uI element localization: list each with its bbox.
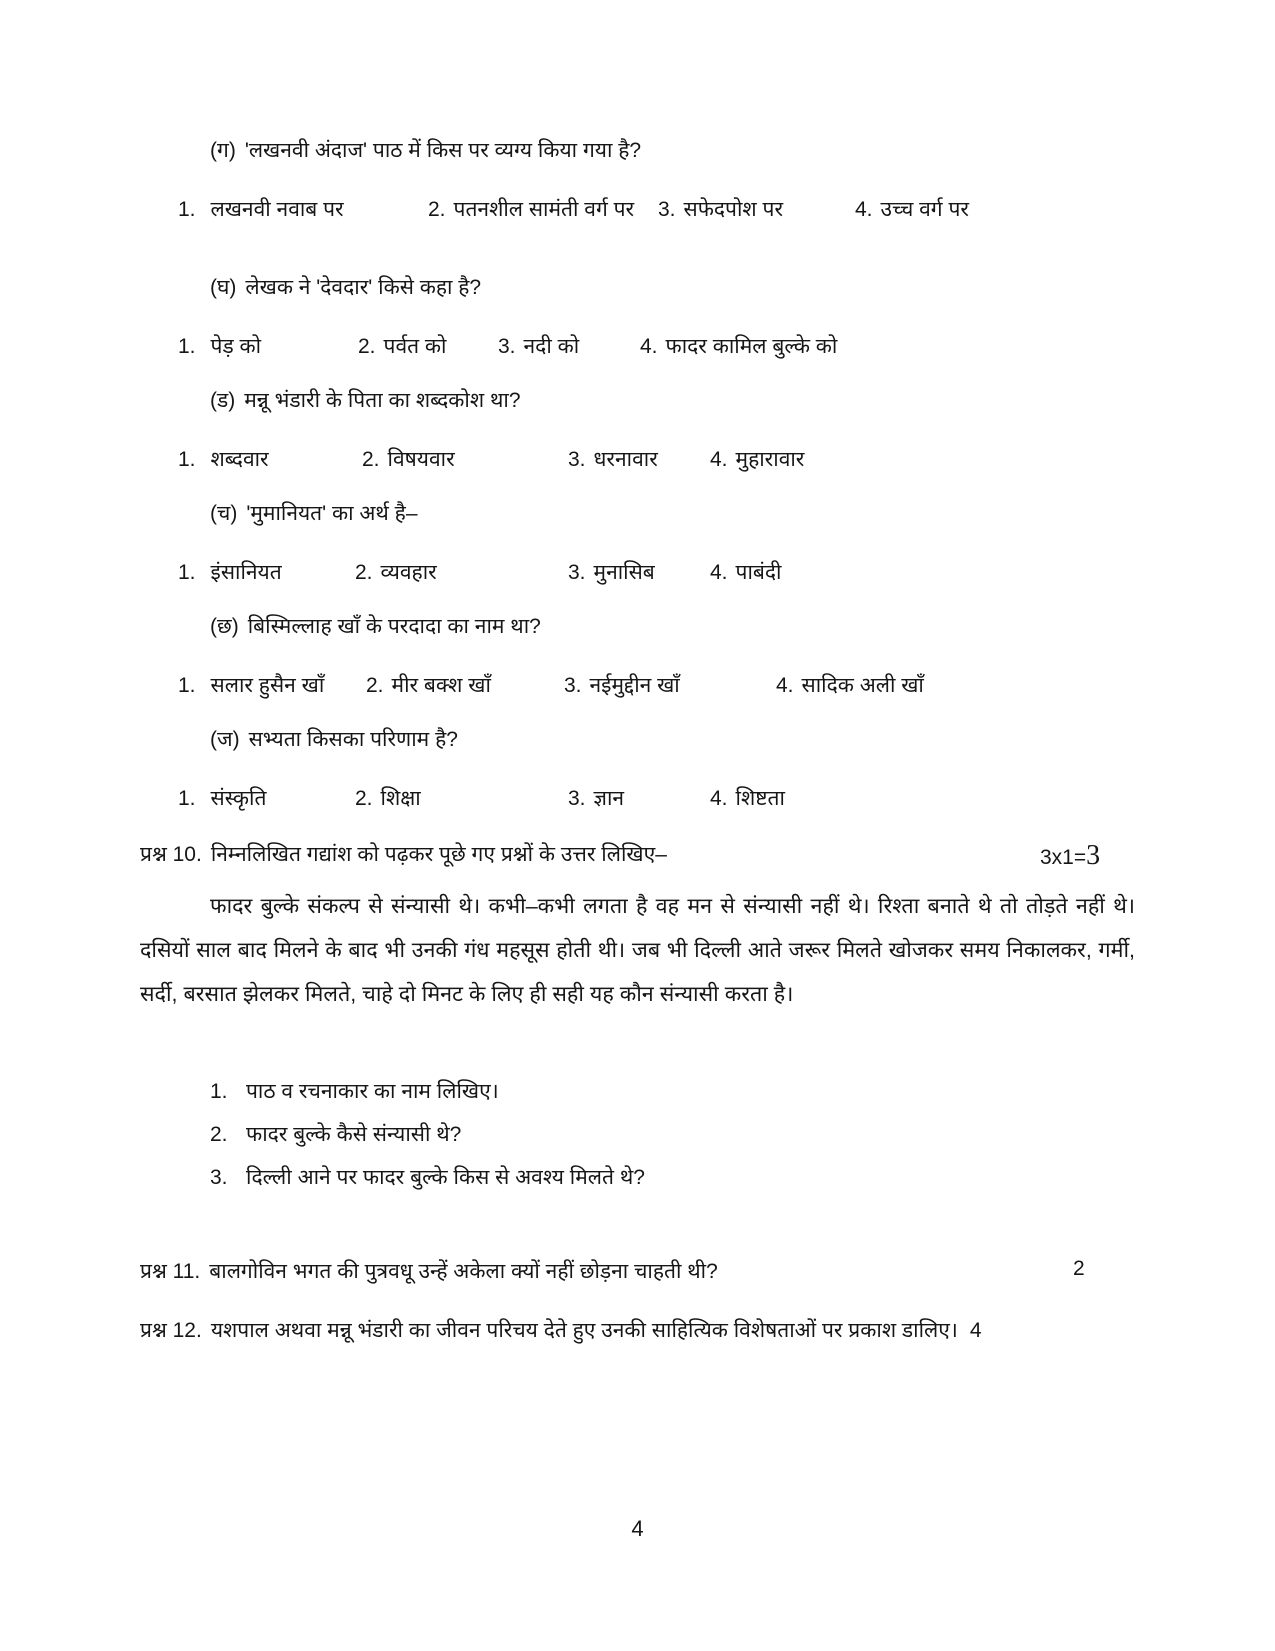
passage-text: फादर बुल्के संकल्प से संन्यासी थे। कभी–कभी लगता है वह मन से संन्यासी नहीं थे। रिश्ता बनाते थे तो तोड़ते नहीं थे। दसियों साल बाद मिलने के बाद भी उनकी गंध महसूस होती थी। जब भी दिल्ली आते जरूर मिलते खोजकर समय निकालकर, गर्मी, सर्दी, बरसात झेलकर मिलते, चाहे दो मिनट के लिए ही सही यह कौन संन्यासी करता है। <box>140 894 1135 1006</box>
option-number: 3. <box>568 561 586 584</box>
option-number: 1. <box>178 561 196 584</box>
option-number: 3. <box>568 448 586 471</box>
option-text: मीर बक्श खाँ <box>391 674 491 697</box>
question-text: बिस्मिल्लाह खाँ के परदादा का नाम था? <box>247 615 541 638</box>
option-4 <box>640 332 837 360</box>
option-text: सफेदपोश पर <box>683 198 784 221</box>
option-text: पर्वत को <box>383 335 447 358</box>
mcq-question-chha <box>140 612 1135 699</box>
question-label: (घ) <box>210 276 237 299</box>
question-label: (ग) <box>210 139 236 162</box>
option-3 <box>658 195 855 223</box>
sub-question-text: दिल्ली आने पर फादर बुल्के किस से अवश्य मिलते थे? <box>246 1166 645 1189</box>
question-text: यशपाल अथवा मन्नू भंडारी का जीवन परिचय देते हुए उनकी साहित्यिक विशेषताओं पर प्रकाश डालिए। <box>210 1319 958 1342</box>
option-number: 4. <box>710 561 728 584</box>
question-line <box>210 273 1135 301</box>
mcq-question-da <box>140 386 1135 473</box>
mcq-question-ga <box>140 136 1135 223</box>
option-text: नदी को <box>523 335 580 358</box>
mcq-question-cha <box>140 499 1135 586</box>
option-text: सादिक अली खाँ <box>801 674 924 697</box>
option-2 <box>366 671 564 699</box>
question-number: प्रश्न 12. <box>140 1319 202 1342</box>
sub-question-number: 2. <box>210 1123 228 1146</box>
sub-question-list <box>210 1070 1135 1199</box>
question-text: मन्नू भंडारी के पिता का शब्दकोश था? <box>244 389 521 412</box>
option-2 <box>355 558 568 586</box>
marks-total: 3 <box>1086 840 1101 871</box>
question-text: लेखक ने 'देवदार' किसे कहा है? <box>245 276 482 299</box>
options-row <box>178 332 1135 360</box>
question-line <box>210 725 1135 753</box>
sub-question-3 <box>210 1156 1135 1199</box>
option-number: 2. <box>355 787 373 810</box>
sub-question-text: फादर बुल्के कैसे संन्यासी थे? <box>246 1123 462 1146</box>
question-label: (ज) <box>210 728 240 751</box>
option-text: मुनासिब <box>593 561 655 584</box>
question-text: निम्नलिखित गद्यांश को पढ़कर पूछे गए प्रश्नों के उत्तर लिखिए– <box>210 843 667 866</box>
question-11 <box>140 1257 1135 1285</box>
page-number: 4 <box>631 1516 644 1541</box>
sub-question-number: 3. <box>210 1166 228 1189</box>
option-number: 4. <box>640 335 658 358</box>
option-text: उच्च वर्ग पर <box>880 198 969 221</box>
sub-question-2 <box>210 1113 1135 1156</box>
option-3 <box>564 671 776 699</box>
option-text: पतनशील सामंती वर्ग पर <box>453 198 635 221</box>
sub-question-number: 1. <box>210 1080 228 1103</box>
question-text: सभ्यता किसका परिणाम है? <box>248 728 458 751</box>
option-number: 1. <box>178 198 196 221</box>
question-line <box>210 612 1135 640</box>
option-number: 4. <box>710 448 728 471</box>
option-4 <box>710 784 785 812</box>
question-label: (च) <box>210 502 238 525</box>
option-text: नईमुद्दीन खाँ <box>589 674 680 697</box>
mcq-question-ja <box>140 725 1135 812</box>
option-1 <box>178 671 366 699</box>
option-text: सलार हुसैन खाँ <box>210 674 325 697</box>
option-text: शब्दवार <box>210 448 269 471</box>
question-text: बालगोविन भगत की पुत्रवधू उन्हें अकेला क्यों नहीं छोड़ना चाहती थी? <box>209 1260 718 1283</box>
option-number: 3. <box>564 674 582 697</box>
option-1 <box>178 558 355 586</box>
question-line <box>210 136 1135 164</box>
option-text: विषयवार <box>387 448 455 471</box>
sub-question-text: पाठ व रचनाकार का नाम लिखिए। <box>246 1080 499 1103</box>
marks-badge: 2 <box>1073 1257 1085 1280</box>
mcq-question-gha <box>140 273 1135 360</box>
option-text: शिक्षा <box>380 787 421 810</box>
marks-badge <box>1040 842 1100 870</box>
option-3 <box>568 784 710 812</box>
option-4 <box>710 558 781 586</box>
question-line <box>210 499 1135 527</box>
option-text: पाबंदी <box>735 561 782 584</box>
question-10-heading <box>140 840 1135 871</box>
option-number: 4. <box>776 674 794 697</box>
question-12 <box>140 1316 1135 1344</box>
option-number: 2. <box>428 198 446 221</box>
option-text: पेड़ को <box>210 335 262 358</box>
option-number: 2. <box>355 561 373 584</box>
option-2 <box>428 195 658 223</box>
option-text: इंसानियत <box>210 561 282 584</box>
option-4 <box>855 195 969 223</box>
option-number: 1. <box>178 674 196 697</box>
question-text: 'मुमानियत' का अर्थ है– <box>246 502 418 525</box>
question-number: प्रश्न 10. <box>140 843 202 866</box>
option-text: ज्ञान <box>593 787 625 810</box>
option-text: शिष्टता <box>735 787 785 810</box>
question-number: प्रश्न 11. <box>140 1260 201 1283</box>
option-1 <box>178 332 358 360</box>
option-2 <box>355 784 568 812</box>
option-2 <box>362 445 568 473</box>
question-label: (ड) <box>210 389 236 412</box>
options-row <box>178 195 1135 223</box>
options-row <box>178 671 1135 699</box>
option-number: 1. <box>178 448 196 471</box>
marks-expression: 3x1= <box>1040 846 1087 869</box>
option-1 <box>178 784 355 812</box>
option-text: संस्कृति <box>210 787 267 810</box>
options-row <box>178 784 1135 812</box>
option-text: फादर कामिल बुल्के को <box>665 335 838 358</box>
option-number: 1. <box>178 787 196 810</box>
option-text: व्यवहार <box>380 561 437 584</box>
option-number: 3. <box>658 198 676 221</box>
option-4 <box>776 671 924 699</box>
option-1 <box>178 445 362 473</box>
option-3 <box>568 558 710 586</box>
question-text: 'लखनवी अंदाज' पाठ में किस पर व्यग्य किया गया है? <box>244 139 642 162</box>
sub-question-1 <box>210 1070 1135 1113</box>
option-3 <box>498 332 640 360</box>
option-2 <box>358 332 498 360</box>
option-number: 2. <box>358 335 376 358</box>
option-4 <box>710 445 804 473</box>
options-row <box>178 445 1135 473</box>
option-text: लखनवी नवाब पर <box>210 198 344 221</box>
option-text: मुहारावार <box>735 448 805 471</box>
marks-badge: 4 <box>969 1319 982 1342</box>
option-3 <box>568 445 710 473</box>
option-number: 2. <box>366 674 384 697</box>
option-number: 3. <box>568 787 586 810</box>
question-line <box>210 386 1135 414</box>
options-row <box>178 558 1135 586</box>
option-number: 4. <box>855 198 873 221</box>
option-number: 4. <box>710 787 728 810</box>
option-number: 2. <box>362 448 380 471</box>
option-1 <box>178 195 428 223</box>
option-text: धरनावार <box>593 448 658 471</box>
option-number: 1. <box>178 335 196 358</box>
option-number: 3. <box>498 335 516 358</box>
question-label: (छ) <box>210 615 239 638</box>
